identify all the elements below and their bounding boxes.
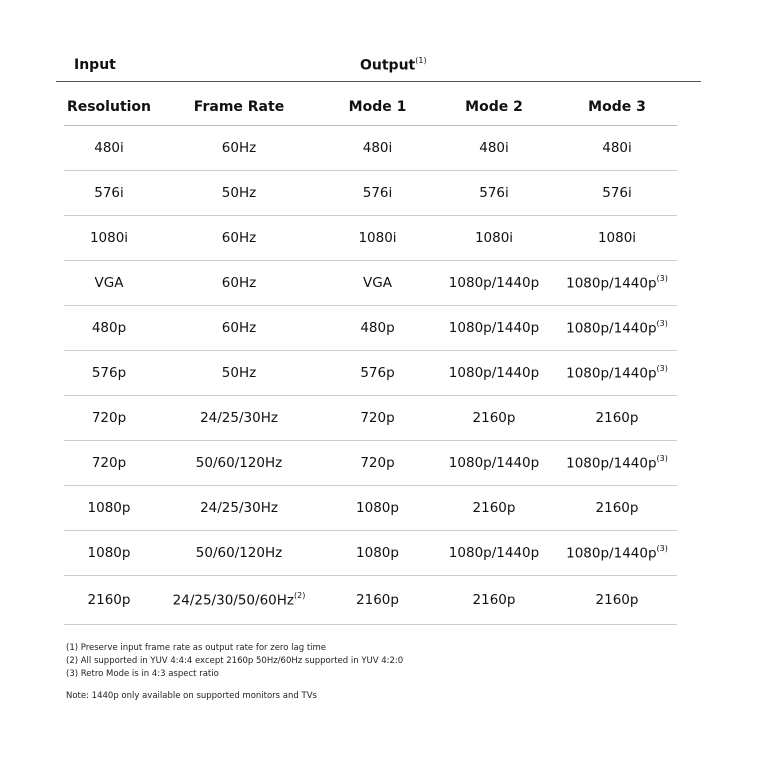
frame-rate-cell-value: 50/60/120Hz [195, 545, 283, 561]
footnote-ref: (3) [656, 453, 668, 463]
frame-rate-cell-value: 60Hz [221, 320, 257, 336]
mode-2-cell-value: 2160p [472, 410, 516, 426]
mode-3-cell-value: 1080p/1440p [566, 455, 657, 472]
table-row [64, 486, 677, 531]
mode-2-cell-value: 1080i [474, 230, 514, 246]
mode-3-cell-value: 1080p/1440p [566, 275, 657, 292]
frame-rate-cell [154, 171, 324, 216]
output-heading-label: Output [360, 57, 416, 74]
mode-1-cell-value: 576p [360, 365, 395, 381]
footnotes [66, 642, 403, 681]
resolution-cell [64, 531, 154, 576]
footnote-ref: (3) [656, 363, 668, 373]
mode-2-cell [431, 396, 557, 441]
mode-1-cell [324, 171, 431, 216]
frame-rate-cell-value: 60Hz [221, 140, 257, 156]
mode-1-cell-value: 2160p [356, 592, 399, 608]
mode-3-cell [557, 531, 677, 576]
mode-2-cell [431, 306, 557, 351]
frame-rate-cell-value: 24/25/30Hz [200, 410, 278, 426]
resolution-cell-value: 480i [94, 140, 124, 156]
mode-1-cell-value: 720p [360, 455, 395, 471]
resolution-cell [64, 576, 154, 625]
resolution-cell [64, 171, 154, 216]
column-header-mode-3: Mode 3 [557, 88, 677, 126]
mode-1-cell [324, 441, 431, 486]
mode-3-cell [557, 306, 677, 351]
mode-3-cell-value: 2160p [595, 410, 639, 426]
mode-2-cell [431, 351, 557, 396]
frame-rate-cell-value: 60Hz [221, 275, 257, 291]
mode-1-cell-value: 480p [360, 320, 395, 336]
resolution-cell [64, 396, 154, 441]
frame-rate-cell-value: 50/60/120Hz [195, 455, 283, 471]
output-footnote-ref: (1) [415, 56, 427, 65]
header-divider [56, 81, 701, 82]
mode-1-cell-value: 576i [362, 185, 393, 201]
mode-1-cell [324, 396, 431, 441]
mode-2-cell [431, 261, 557, 306]
footnote-ref: (3) [656, 273, 668, 283]
footnote-1: (1) Preserve input frame rate as output rate for zero lag time [66, 643, 327, 653]
frame-rate-cell [154, 531, 324, 576]
output-heading [360, 57, 427, 74]
footnote-ref: (3) [656, 543, 668, 553]
mode-3-cell-value: 576i [602, 185, 632, 201]
mode-3-cell [557, 261, 677, 306]
table-row [64, 306, 677, 351]
resolution-cell-value: 1080i [89, 230, 129, 246]
table-row [64, 171, 677, 216]
footnote-ref: (2) [293, 590, 306, 600]
mode-2-cell [431, 216, 557, 261]
column-header-resolution: Resolution [64, 88, 154, 126]
table-row [64, 351, 677, 396]
mode-1-cell [324, 261, 431, 306]
mode-2-cell [431, 576, 557, 625]
mode-1-cell-value: 720p [360, 410, 395, 426]
mode-1-cell [324, 306, 431, 351]
mode-2-cell-value: 480i [479, 140, 509, 156]
resolution-cell-value: VGA [94, 275, 124, 291]
frame-rate-cell [154, 576, 324, 625]
frame-rate-cell [154, 216, 324, 261]
resolution-cell-value: 576p [91, 365, 127, 381]
mode-2-cell [431, 531, 557, 576]
frame-rate-cell [154, 486, 324, 531]
mode-3-cell [557, 396, 677, 441]
mode-3-cell-value: 1080p/1440p [566, 545, 657, 562]
resolution-cell [64, 441, 154, 486]
mode-1-cell [324, 126, 431, 171]
table-row [64, 396, 677, 441]
mode-2-cell-value: 1080p/1440p [448, 275, 540, 291]
frame-rate-cell-value: 60Hz [221, 230, 257, 246]
resolution-cell-value: 720p [91, 410, 127, 426]
mode-1-cell [324, 576, 431, 625]
frame-rate-cell [154, 441, 324, 486]
table-row [64, 126, 677, 171]
frame-rate-cell-value: 50Hz [221, 185, 257, 201]
mode-1-cell [324, 216, 431, 261]
table-row [64, 216, 677, 261]
input-heading: Input [74, 57, 116, 73]
mode-3-cell-value: 1080p/1440p [566, 365, 657, 382]
resolution-cell-value: 1080p [87, 500, 131, 516]
table-row [64, 576, 677, 625]
mode-3-cell-value: 1080i [597, 230, 637, 246]
column-header-frame-rate: Frame Rate [154, 88, 324, 126]
mode-3-cell [557, 171, 677, 216]
resolution-cell [64, 261, 154, 306]
column-header-mode-2: Mode 2 [431, 88, 557, 126]
mode-2-cell-value: 1080p/1440p [448, 545, 540, 561]
mode-1-cell-value: 480i [362, 140, 393, 156]
mode-3-cell [557, 126, 677, 171]
frame-rate-cell [154, 261, 324, 306]
column-header-row [64, 88, 677, 126]
mode-2-cell [431, 441, 557, 486]
resolution-cell [64, 351, 154, 396]
mode-3-cell-value: 2160p [595, 592, 639, 608]
mode-3-cell [557, 351, 677, 396]
mode-2-cell-value: 2160p [472, 592, 516, 608]
mode-2-cell-value: 1080p/1440p [448, 320, 540, 336]
table-row [64, 441, 677, 486]
mode-3-cell [557, 216, 677, 261]
resolution-cell-value: 1080p [87, 545, 131, 561]
availability-note: Note: 1440p only available on supported monitors and TVs [66, 691, 317, 701]
mode-1-cell [324, 486, 431, 531]
column-header-mode-1: Mode 1 [324, 88, 431, 126]
resolution-cell-value: 2160p [87, 592, 131, 608]
frame-rate-cell-value: 24/25/30/50/60Hz [172, 592, 294, 609]
mode-3-cell-value: 1080p/1440p [566, 320, 657, 337]
mode-3-cell-value: 480i [602, 140, 632, 156]
footnote-2: (2) All supported in YUV 4:4:4 except 2160p 50Hz/60Hz supported in YUV 4:2:0 [66, 656, 404, 666]
frame-rate-cell-value: 24/25/30Hz [200, 500, 278, 516]
mode-3-cell [557, 576, 677, 625]
mode-1-cell-value: 1080p [356, 500, 399, 516]
mode-1-cell [324, 531, 431, 576]
mode-1-cell [324, 351, 431, 396]
resolution-cell [64, 126, 154, 171]
resolution-table [64, 88, 677, 625]
resolution-cell [64, 306, 154, 351]
mode-2-cell [431, 126, 557, 171]
mode-3-cell-value: 2160p [595, 500, 639, 516]
mode-1-cell-value: 1080i [358, 230, 397, 246]
footnote-ref: (3) [656, 318, 668, 328]
resolution-cell-value: 720p [91, 455, 127, 471]
resolution-cell-value: 576i [94, 185, 124, 201]
mode-3-cell [557, 486, 677, 531]
table-row [64, 261, 677, 306]
mode-1-cell-value: VGA [363, 275, 392, 291]
mode-2-cell-value: 2160p [472, 500, 516, 516]
frame-rate-cell [154, 306, 324, 351]
frame-rate-cell-value: 50Hz [221, 365, 257, 381]
mode-2-cell [431, 171, 557, 216]
resolution-cell [64, 486, 154, 531]
frame-rate-cell [154, 126, 324, 171]
footnote-3: (3) Retro Mode is in 4:3 aspect ratio [66, 669, 219, 679]
mode-3-cell [557, 441, 677, 486]
resolution-cell-value: 480p [91, 320, 127, 336]
mode-2-cell-value: 576i [479, 185, 509, 201]
mode-1-cell-value: 1080p [356, 545, 399, 561]
frame-rate-cell [154, 351, 324, 396]
resolution-cell [64, 216, 154, 261]
table-row [64, 531, 677, 576]
mode-2-cell-value: 1080p/1440p [448, 455, 540, 471]
frame-rate-cell [154, 396, 324, 441]
mode-2-cell-value: 1080p/1440p [448, 365, 540, 381]
mode-2-cell [431, 486, 557, 531]
